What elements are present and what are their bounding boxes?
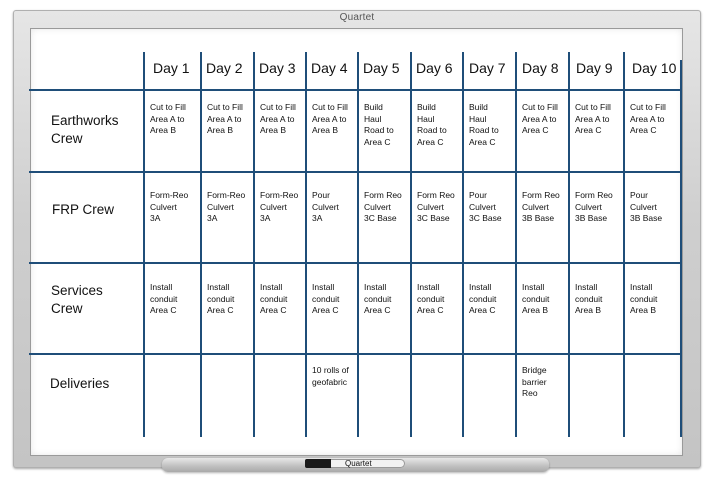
schedule-cell: Cut to Fill Area A to Area C	[522, 102, 558, 135]
grid-row-line	[29, 262, 682, 264]
schedule-cell: Install conduit Area B	[575, 282, 603, 315]
schedule-cell: Pour Culvert 3C Base	[469, 190, 502, 223]
marker-brand-label: Quartet	[345, 459, 372, 468]
row-label: Earthworks Crew	[51, 113, 119, 146]
schedule-cell: Form Reo Culvert 3C Base	[417, 190, 455, 223]
schedule-cell: Form Reo Culvert 3B Base	[522, 190, 560, 223]
schedule-cell: Cut to Fill Area A to Area B	[207, 102, 243, 135]
schedule-cell: Install conduit Area B	[630, 282, 658, 315]
schedule-cell: Build Haul Road to Area C	[469, 102, 499, 147]
schedule-cell: Cut to Fill Area A to Area B	[312, 102, 348, 135]
row-label: Services Crew	[51, 283, 103, 316]
day-header: Day 9	[576, 60, 613, 76]
day-header: Day 4	[311, 60, 348, 76]
grid-row-line	[29, 353, 682, 355]
schedule-cell: Cut to Fill Area A to Area B	[150, 102, 186, 135]
schedule-cell: Install conduit Area C	[364, 282, 392, 315]
day-header: Day 7	[469, 60, 506, 76]
schedule-cell: Install conduit Area C	[150, 282, 178, 315]
schedule-cell: Pour Culvert 3B Base	[630, 190, 663, 223]
schedule-cell: Bridge barrier Reo	[522, 365, 547, 398]
day-header: Day 10	[632, 60, 677, 76]
day-header: Day 2	[206, 60, 243, 76]
day-header: Day 3	[259, 60, 296, 76]
schedule-cell: Cut to Fill Area A to Area B	[260, 102, 296, 135]
schedule-cell: Form-Reo Culvert 3A	[207, 190, 246, 223]
marker-pen[interactable]	[305, 459, 405, 468]
schedule-cell: Form Reo Culvert 3C Base	[364, 190, 402, 223]
schedule-cell: Install conduit Area B	[522, 282, 550, 315]
day-header: Day 8	[522, 60, 559, 76]
day-header: Day 5	[363, 60, 400, 76]
grid-row-line	[29, 171, 682, 173]
schedule-cell: Install conduit Area C	[207, 282, 235, 315]
schedule-cell: Install conduit Area C	[417, 282, 445, 315]
marker-cap	[305, 459, 331, 468]
row-label: FRP Crew	[52, 202, 115, 217]
schedule-cell: Form Reo Culvert 3B Base	[575, 190, 613, 223]
schedule-cell: Cut to Fill Area A to Area C	[630, 102, 666, 135]
schedule-cell: 10 rolls of geofabric	[312, 365, 349, 387]
schedule-cell: Install conduit Area C	[312, 282, 340, 315]
grid-row-line	[29, 89, 682, 91]
schedule-cell: Form-Reo Culvert 3A	[260, 190, 299, 223]
day-header: Day 1	[153, 60, 190, 76]
schedule-cell: Pour Culvert 3A	[312, 190, 339, 223]
row-label: Deliveries	[50, 376, 110, 391]
day-header: Day 6	[416, 60, 453, 76]
schedule-cell: Install conduit Area C	[260, 282, 288, 315]
schedule-cell: Cut to Fill Area A to Area C	[575, 102, 611, 135]
schedule-cell: Build Haul Road to Area C	[364, 102, 394, 147]
frame-brand-logo: Quartet	[339, 12, 375, 23]
schedule-cell: Build Haul Road to Area C	[417, 102, 447, 147]
grid-column-line	[143, 52, 145, 437]
schedule-cell: Form-Reo Culvert 3A	[150, 190, 189, 223]
schedule-cell: Install conduit Area C	[469, 282, 497, 315]
